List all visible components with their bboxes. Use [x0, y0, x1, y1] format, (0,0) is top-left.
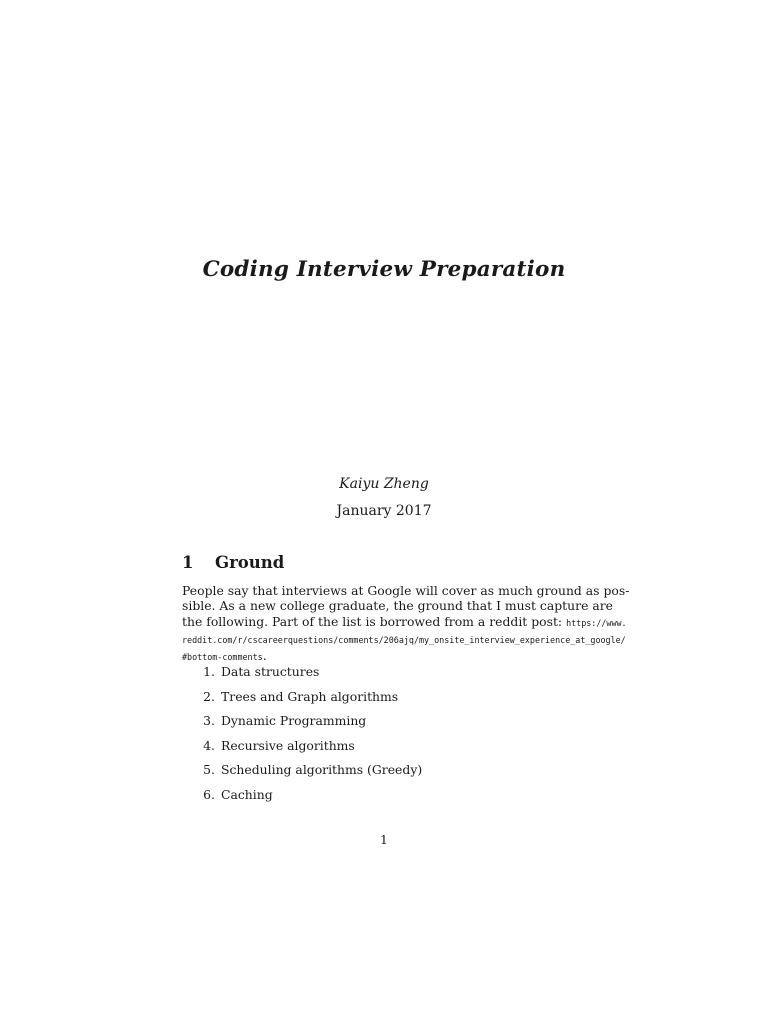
list-item-number: 3.: [203, 713, 215, 728]
list-item-text: Recursive algorithms: [221, 737, 355, 753]
list-item-text: Caching: [221, 786, 273, 802]
paragraph-line-with-link: [182, 613, 627, 631]
list-item-number: 5.: [203, 762, 215, 777]
section-heading: [182, 553, 284, 572]
list-item: [182, 738, 355, 753]
list-item-number: 1.: [203, 664, 215, 679]
document-date: January 2017: [336, 503, 432, 519]
reddit-link-part[interactable]: https://www.: [566, 617, 627, 628]
section-number: 1: [182, 553, 194, 572]
list-item: [182, 762, 422, 777]
list-item-number: 6.: [203, 786, 215, 802]
paragraph-line: sible. As a new college graduate, the ground that I must capture are: [182, 598, 613, 614]
reddit-link-part[interactable]: #bottom-comments: [182, 652, 263, 663]
reddit-link-part[interactable]: reddit.com/r/cscareerquestions/comments/206ajq/my_onsite_interview_experience_at_google/: [182, 634, 626, 645]
paragraph-line: People say that interviews at Google will cover as much ground as pos-: [182, 583, 630, 598]
section-paragraph: [182, 583, 630, 665]
list-item-text: Trees and Graph algorithms: [221, 688, 399, 704]
list-item: [182, 689, 398, 704]
paragraph-text: the following. Part of the list is borrowed from a reddit post:: [182, 613, 563, 629]
list-item-text: Dynamic Programming: [221, 713, 367, 728]
reddit-link-line: [182, 631, 626, 648]
list-item-text: Data structures: [221, 664, 320, 679]
list-item: [182, 713, 366, 728]
section-title: Ground: [215, 553, 285, 572]
sentence-period: .: [262, 648, 267, 664]
list-item: [182, 664, 319, 679]
document-author: Kaiyu Zheng: [339, 476, 429, 492]
document-title: Coding Interview Preparation: [202, 257, 566, 282]
list-item-number: 2.: [203, 688, 215, 704]
page-number: 1: [380, 832, 388, 847]
list-item-text: Scheduling algorithms (Greedy): [221, 762, 423, 777]
list-item: [182, 787, 273, 802]
list-item-number: 4.: [203, 737, 215, 753]
reddit-link-line: [182, 648, 588, 665]
